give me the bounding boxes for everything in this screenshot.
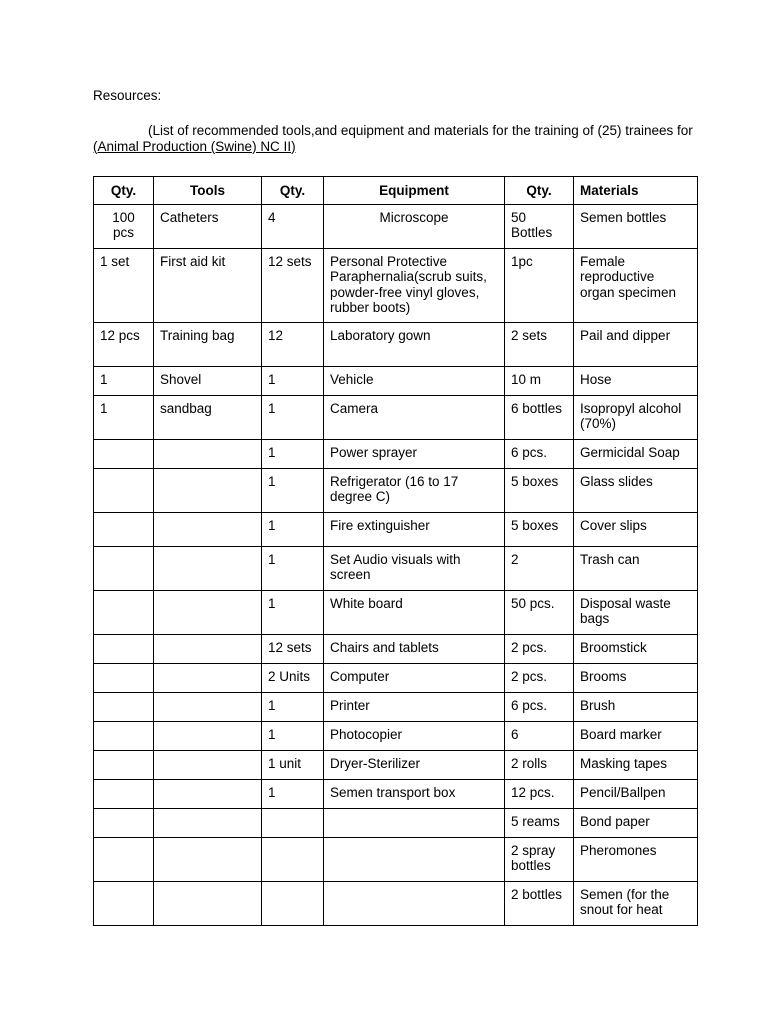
- material-qty-cell: 2 rolls: [505, 750, 574, 779]
- intro-paragraph: [93, 123, 693, 154]
- material-cell: Brooms: [574, 663, 698, 692]
- header-tools: Tools: [154, 177, 262, 205]
- material-qty-cell: 50 pcs.: [505, 590, 574, 634]
- material-qty-cell: 10 m: [505, 366, 574, 395]
- material-cell: Pheromones: [574, 837, 698, 881]
- equipment-qty-cell: 1 unit: [262, 750, 324, 779]
- material-qty-cell: 2 pcs.: [505, 634, 574, 663]
- equipment-cell: [324, 837, 505, 881]
- table-row: [94, 808, 698, 837]
- header-materials-qty: Qty.: [505, 177, 574, 205]
- equipment-cell: Set Audio visuals with screen: [324, 546, 505, 590]
- equipment-qty-cell: [262, 837, 324, 881]
- tool-cell: [154, 590, 262, 634]
- tool-qty-cell: [94, 546, 154, 590]
- tool-cell: [154, 881, 262, 925]
- equipment-qty-cell: 12: [262, 322, 324, 366]
- tool-cell: [154, 808, 262, 837]
- table-row: [94, 779, 698, 808]
- equipment-qty-cell: 12 sets: [262, 634, 324, 663]
- tool-qty-cell: 1: [94, 395, 154, 439]
- tool-cell: [154, 663, 262, 692]
- tool-cell: [154, 692, 262, 721]
- table-body: [94, 204, 698, 925]
- material-cell: Cover slips: [574, 512, 698, 546]
- table-row: [94, 837, 698, 881]
- tool-qty-cell: [94, 881, 154, 925]
- tool-cell: [154, 439, 262, 468]
- tool-qty-cell: [94, 512, 154, 546]
- equipment-cell: White board: [324, 590, 505, 634]
- equipment-cell: Chairs and tablets: [324, 634, 505, 663]
- material-qty-cell: 2 sets: [505, 322, 574, 366]
- material-cell: Germicidal Soap: [574, 439, 698, 468]
- material-cell: Semen bottles: [574, 204, 698, 248]
- course-title: (Animal Production (Swine) NC II): [93, 138, 296, 154]
- tool-cell: [154, 721, 262, 750]
- tool-cell: [154, 750, 262, 779]
- tool-qty-cell: 12 pcs: [94, 322, 154, 366]
- intro-text: (List of recommended tools,and equipment and materials for the training of (25) trainees for: [148, 123, 693, 138]
- material-cell: Broomstick: [574, 634, 698, 663]
- tool-cell: Shovel: [154, 366, 262, 395]
- material-qty-cell: 6 pcs.: [505, 692, 574, 721]
- equipment-qty-cell: 12 sets: [262, 248, 324, 322]
- equipment-cell: [324, 808, 505, 837]
- table-row: [94, 721, 698, 750]
- tool-qty-cell: [94, 439, 154, 468]
- material-qty-cell: 2 spray bottles: [505, 837, 574, 881]
- tool-cell: [154, 512, 262, 546]
- equipment-cell: Power sprayer: [324, 439, 505, 468]
- equipment-cell: Laboratory gown: [324, 322, 505, 366]
- tool-qty-cell: [94, 721, 154, 750]
- tool-qty-cell: [94, 808, 154, 837]
- header-materials: Materials: [574, 177, 698, 205]
- equipment-qty-cell: 4: [262, 204, 324, 248]
- table-row: [94, 881, 698, 925]
- table-row: [94, 204, 698, 248]
- tool-qty-cell: [94, 468, 154, 512]
- material-cell: Glass slides: [574, 468, 698, 512]
- equipment-qty-cell: 1: [262, 692, 324, 721]
- tool-qty-cell: [94, 779, 154, 808]
- tool-cell: [154, 837, 262, 881]
- material-cell: Hose: [574, 366, 698, 395]
- equipment-qty-cell: 1: [262, 546, 324, 590]
- tool-cell: Training bag: [154, 322, 262, 366]
- tool-qty-cell: 100 pcs: [94, 204, 154, 248]
- tool-cell: [154, 634, 262, 663]
- equipment-cell: Microscope: [324, 204, 505, 248]
- material-cell: Semen (for the snout for heat: [574, 881, 698, 925]
- equipment-qty-cell: 2 Units: [262, 663, 324, 692]
- material-qty-cell: 5 boxes: [505, 512, 574, 546]
- tool-qty-cell: [94, 590, 154, 634]
- material-cell: Pencil/Ballpen: [574, 779, 698, 808]
- tool-cell: Catheters: [154, 204, 262, 248]
- material-cell: Masking tapes: [574, 750, 698, 779]
- resources-table: [93, 176, 698, 926]
- table-row: [94, 366, 698, 395]
- equipment-qty-cell: 1: [262, 468, 324, 512]
- material-cell: Pail and dipper: [574, 322, 698, 366]
- equipment-cell: Computer: [324, 663, 505, 692]
- material-qty-cell: 50 Bottles: [505, 204, 574, 248]
- equipment-cell: Dryer-Sterilizer: [324, 750, 505, 779]
- tool-qty-cell: 1: [94, 366, 154, 395]
- equipment-cell: Fire extinguisher: [324, 512, 505, 546]
- tool-cell: sandbag: [154, 395, 262, 439]
- material-cell: Female reproductive organ specimen: [574, 248, 698, 322]
- table-row: [94, 248, 698, 322]
- equipment-qty-cell: 1: [262, 779, 324, 808]
- equipment-cell: Camera: [324, 395, 505, 439]
- material-qty-cell: 12 pcs.: [505, 779, 574, 808]
- material-cell: Board marker: [574, 721, 698, 750]
- table-row: [94, 750, 698, 779]
- tool-cell: [154, 468, 262, 512]
- table-row: [94, 512, 698, 546]
- table-row: [94, 590, 698, 634]
- table-row: [94, 663, 698, 692]
- header-equipment: Equipment: [324, 177, 505, 205]
- table-row: [94, 634, 698, 663]
- material-qty-cell: 1pc: [505, 248, 574, 322]
- equipment-qty-cell: [262, 808, 324, 837]
- material-qty-cell: 6: [505, 721, 574, 750]
- material-cell: Brush: [574, 692, 698, 721]
- tool-qty-cell: [94, 634, 154, 663]
- table-row: [94, 395, 698, 439]
- tool-qty-cell: [94, 663, 154, 692]
- header-equipment-qty: Qty.: [262, 177, 324, 205]
- material-qty-cell: 5 reams: [505, 808, 574, 837]
- tool-qty-cell: [94, 837, 154, 881]
- header-tools-qty: Qty.: [94, 177, 154, 205]
- tool-qty-cell: [94, 692, 154, 721]
- table-row: [94, 692, 698, 721]
- tool-cell: [154, 779, 262, 808]
- material-cell: Isopropyl alcohol (70%): [574, 395, 698, 439]
- material-cell: Disposal waste bags: [574, 590, 698, 634]
- material-qty-cell: 2 pcs.: [505, 663, 574, 692]
- material-cell: Bond paper: [574, 808, 698, 837]
- equipment-cell: [324, 881, 505, 925]
- equipment-qty-cell: 1: [262, 439, 324, 468]
- table-row: [94, 439, 698, 468]
- equipment-cell: Refrigerator (16 to 17 degree C): [324, 468, 505, 512]
- table-row: [94, 322, 698, 366]
- material-qty-cell: 5 boxes: [505, 468, 574, 512]
- equipment-qty-cell: 1: [262, 721, 324, 750]
- equipment-cell: Vehicle: [324, 366, 505, 395]
- tool-cell: First aid kit: [154, 248, 262, 322]
- material-qty-cell: 2: [505, 546, 574, 590]
- equipment-cell: Photocopier: [324, 721, 505, 750]
- equipment-qty-cell: 1: [262, 590, 324, 634]
- tool-cell: [154, 546, 262, 590]
- resources-heading: Resources:: [93, 88, 162, 103]
- table-header-row: [94, 177, 698, 205]
- material-qty-cell: 6 bottles: [505, 395, 574, 439]
- equipment-qty-cell: [262, 881, 324, 925]
- equipment-qty-cell: 1: [262, 366, 324, 395]
- equipment-qty-cell: 1: [262, 395, 324, 439]
- tool-qty-cell: [94, 750, 154, 779]
- equipment-cell: Printer: [324, 692, 505, 721]
- material-cell: Trash can: [574, 546, 698, 590]
- tool-qty-cell: 1 set: [94, 248, 154, 322]
- material-qty-cell: 2 bottles: [505, 881, 574, 925]
- table-row: [94, 468, 698, 512]
- equipment-cell: Semen transport box: [324, 779, 505, 808]
- equipment-qty-cell: 1: [262, 512, 324, 546]
- material-qty-cell: 6 pcs.: [505, 439, 574, 468]
- equipment-cell: Personal Protective Paraphernalia(scrub suits, powder-free vinyl gloves, rubber boots): [324, 248, 505, 322]
- table-row: [94, 546, 698, 590]
